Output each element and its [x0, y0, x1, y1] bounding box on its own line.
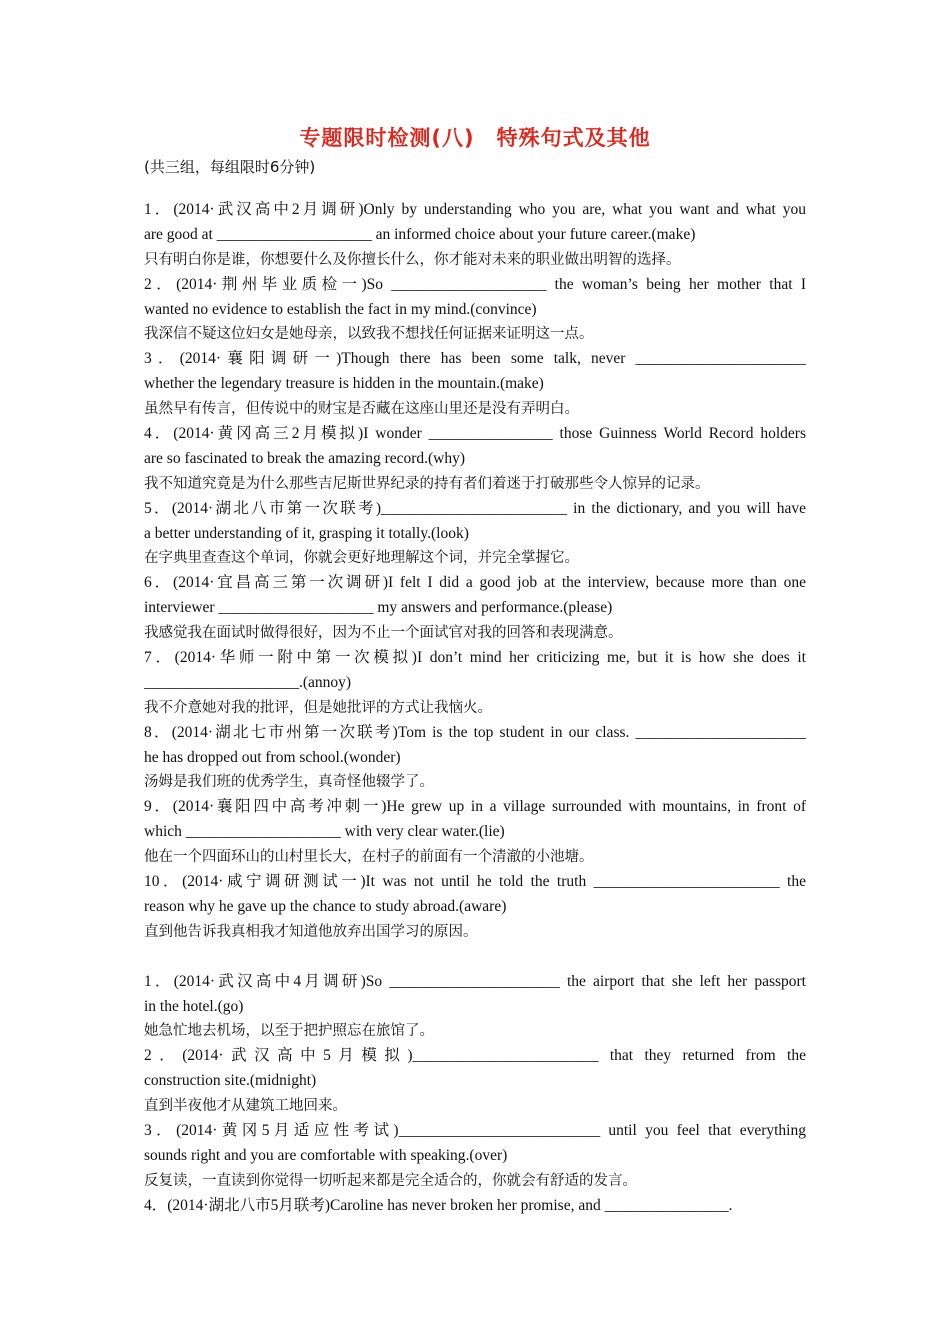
- question-item: [144, 1119, 806, 1194]
- question-text-line: 9．(2014·襄阳四中高考冲刺一)He grew up in a village surrounded with mountains, in front of: [144, 798, 806, 816]
- question-text-line: are so fascinated to break the amazing record.(why): [144, 449, 466, 467]
- question-text-line: 8．(2014·湖北七市州第一次联考)Tom is the top student in our class. ______________________: [144, 723, 806, 741]
- question-text-line: 5．(2014·湖北八市第一次联考)________________________ in the dictionary, and you will have: [144, 499, 806, 517]
- question-text-line: 1．(2014·武汉高中2月调研)Only by understanding who you are, what you want and what you: [144, 201, 806, 218]
- question-item: [144, 870, 806, 945]
- question-translation: 我不知道究竟是为什么那些吉尼斯世界纪录的持有者们着迷于打破那些令人惊异的记录。: [144, 475, 710, 492]
- question-content: [144, 198, 806, 1219]
- question-text-line: 7．(2014·华师一附中第一次模拟)I don’t mind her criticizing me, but it is how she does it: [144, 649, 806, 667]
- question-text-line: which ____________________ with very clear water.(lie): [144, 823, 505, 841]
- question-translation: 她急忙地去机场，以至于把护照忘在旅馆了。: [144, 1023, 434, 1040]
- question-translation: 我感觉我在面试时做得很好，因为不止一个面试官对我的回答和表现满意。: [144, 625, 623, 642]
- question-text-line: 2．(2014·荆州毕业质检一)So ____________________ the woman’s being her mother that I: [144, 275, 806, 293]
- page-subtitle: (共三组，每组限时6分钟): [144, 158, 316, 176]
- question-translation: 他在一个四面环山的山村里长大，在村子的前面有一个清澈的小池塘。: [144, 849, 594, 866]
- question-text-line: whether the legendary treasure is hidden in the mountain.(make): [144, 375, 544, 393]
- question-item: [144, 497, 806, 572]
- question-item: [144, 1194, 806, 1219]
- question-item: [144, 795, 806, 870]
- question-text-line: interviewer ____________________ my answers and performance.(please): [144, 599, 613, 617]
- question-item: [144, 1044, 806, 1119]
- question-text-line: in the hotel.(go): [144, 997, 244, 1015]
- question-translation: 我深信不疑这位妇女是她母亲，以致我不想找任何证据来证明这一点。: [144, 326, 594, 343]
- question-group-2: [144, 970, 806, 1219]
- question-item: [144, 721, 806, 796]
- question-text-line: 6．(2014·宜昌高三第一次调研)I felt I did a good job at the interview, because more than one: [144, 574, 806, 592]
- question-translation: 只有明白你是谁，你想要什么及你擅长什么，你才能对未来的职业做出明智的选择。: [144, 251, 681, 268]
- question-text-line: construction site.(midnight): [144, 1072, 317, 1090]
- question-text-line: wanted no evidence to establish the fact in my mind.(convince): [144, 300, 537, 318]
- question-text-line: 3．(2014·襄阳调研一)Though there has been some talk, never ______________________: [144, 350, 806, 368]
- question-text-line: 4．(2014·湖北八市5月联考)Caroline has never broken her promise, and ________________.: [144, 1196, 733, 1214]
- question-item: [144, 198, 806, 273]
- question-text-line: 4．(2014·黄冈高三2月模拟)I wonder ________________ those Guinness World Record holders: [144, 425, 806, 443]
- question-translation: 反复读，一直读到你觉得一切听起来都是完全适合的，你就会有舒适的发言。: [144, 1172, 637, 1189]
- question-translation: 直到半夜他才从建筑工地回来。: [144, 1098, 347, 1115]
- question-translation: 汤姆是我们班的优秀学生，真奇怪他辍学了。: [144, 774, 434, 791]
- group-gap: [144, 945, 806, 970]
- question-text-line: 2．(2014·武汉高中5月模拟)________________________ that they returned from the: [144, 1047, 806, 1065]
- question-text-line: ____________________.(annoy): [144, 673, 352, 691]
- question-item: [144, 646, 806, 721]
- question-text-line: a better understanding of it, grasping it totally.(look): [144, 524, 469, 542]
- question-text-line: 10．(2014·咸宁调研测试一)It was not until he told the truth ________________________ the: [144, 873, 806, 891]
- question-translation: 在字典里查查这个单词，你就会更好地理解这个词，并完全掌握它。: [144, 550, 579, 567]
- question-text-line: 1．(2014·武汉高中4月调研)So ______________________ the airport that she left her passport: [144, 972, 806, 990]
- question-item: [144, 273, 806, 348]
- page-title: 专题限时检测(八) 特殊句式及其他: [299, 126, 651, 150]
- question-translation: 直到他告诉我真相我才知道他放弃出国学习的原因。: [144, 923, 478, 940]
- question-item: [144, 970, 806, 1045]
- question-text-line: are good at ____________________ an informed choice about your future career.(make): [144, 225, 696, 243]
- question-translation: 虽然早有传言，但传说中的财宝是否藏在这座山里还是没有弄明白。: [144, 401, 579, 418]
- question-translation: 我不介意她对我的批评，但是她批评的方式让我恼火。: [144, 699, 492, 716]
- question-text-line: sounds right and you are comfortable with speaking.(over): [144, 1146, 508, 1164]
- question-item: [144, 347, 806, 422]
- question-item: [144, 571, 806, 646]
- question-item: [144, 422, 806, 497]
- question-text-line: reason why he gave up the chance to study abroad.(aware): [144, 897, 507, 915]
- question-text-line: he has dropped out from school.(wonder): [144, 748, 401, 766]
- question-group-1: [144, 198, 806, 945]
- question-text-line: 3．(2014·黄冈5月适应性考试)__________________________ until you feel that everything: [144, 1121, 806, 1139]
